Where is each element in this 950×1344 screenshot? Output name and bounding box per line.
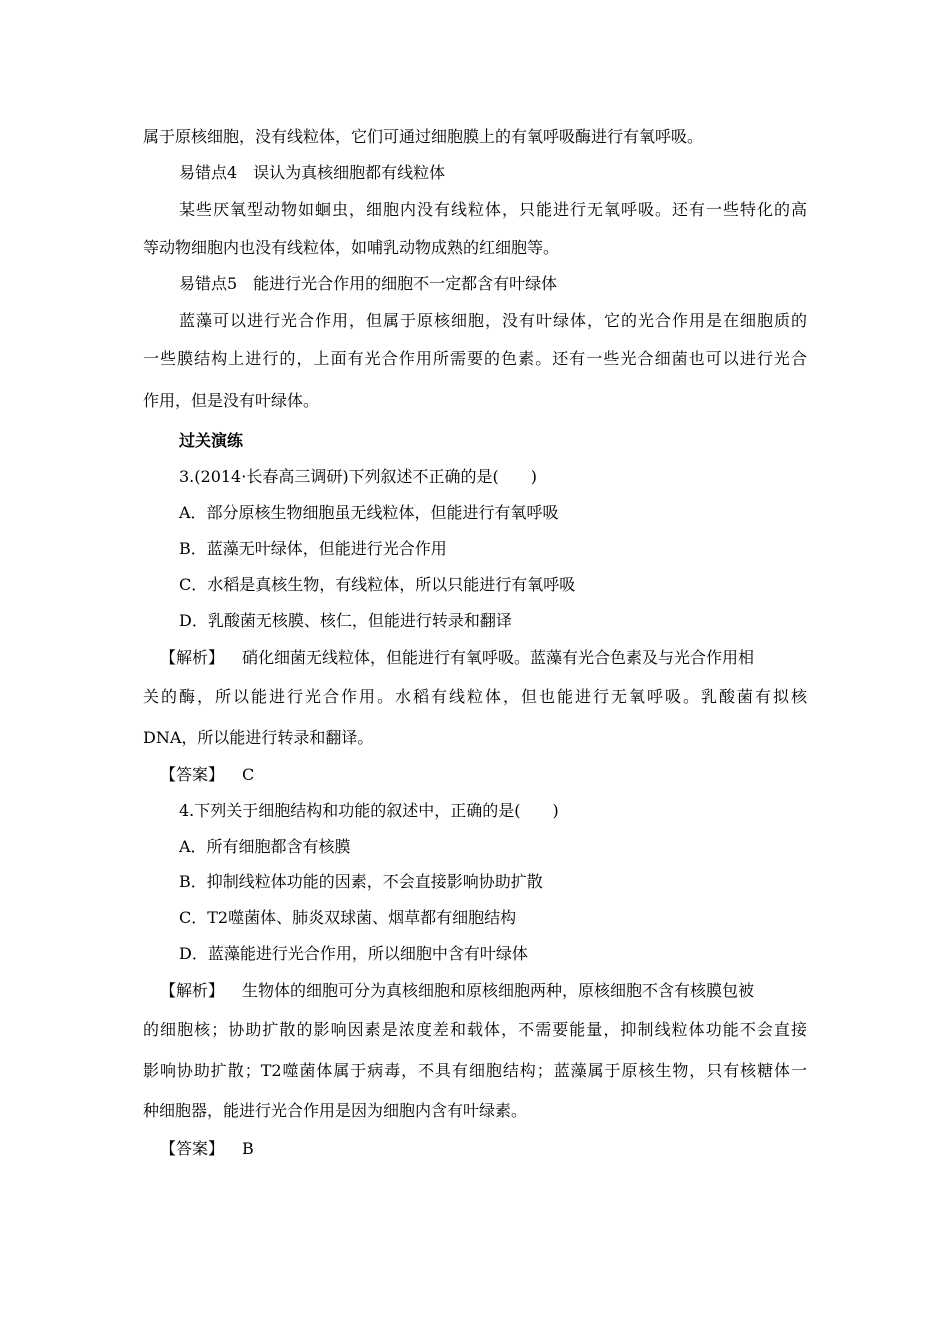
question-4-analysis-line: 影响协助扩散；T2噬菌体属于病毒，不具有细胞结构；蓝藻属于原核生物，只有核糖体一 (143, 1061, 807, 1080)
analysis-tag: 【解析】 (160, 981, 225, 1000)
question-3-analysis-line (160, 647, 807, 669)
question-3-stem: 3.(2014·长春高三调研)下列叙述不正确的是( ) (179, 467, 538, 486)
error-point-4-title: 易错点4 误认为真核细胞都有线粒体 (179, 163, 446, 182)
question-4-option-b: B．抑制线粒体功能的因素，不会直接影响协助扩散 (179, 872, 543, 891)
question-3-option-b: B．蓝藻无叶绿体，但能进行光合作用 (179, 539, 447, 558)
answer-value: B (242, 1139, 254, 1158)
answer-tag: 【答案】 (160, 1139, 225, 1158)
question-4-analysis-line (160, 980, 807, 1002)
answer-tag: 【答案】 (160, 765, 225, 784)
error-point-5-title: 易错点5 能进行光合作用的细胞不一定都含有叶绿体 (179, 274, 558, 293)
question-4-option-d: D．蓝藻能进行光合作用，所以细胞中含有叶绿体 (179, 944, 528, 963)
analysis-text: 生物体的细胞可分为真核细胞和原核细胞两种，原核细胞不含有核膜包被 (242, 981, 755, 1000)
question-4-analysis-line: 的细胞核；协助扩散的影响因素是浓度差和载体，不需要能量，抑制线粒体功能不会直接 (143, 1020, 807, 1039)
question-3-analysis-line: DNA，所以能进行转录和翻译。 (143, 728, 374, 747)
question-3-analysis-line: 关的酶，所以能进行光合作用。水稻有线粒体，但也能进行无氧呼吸。乳酸菌有拟核 (143, 687, 807, 706)
question-3-option-a: A．部分原核生物细胞虽无线粒体，但能进行有氧呼吸 (179, 503, 559, 522)
question-4-answer (160, 1138, 807, 1160)
paragraph-text: 作用，但是没有叶绿体。 (143, 391, 320, 410)
paragraph-text: 等动物细胞内也没有线粒体，如哺乳动物成熟的红细胞等。 (143, 238, 560, 257)
answer-value: C (242, 765, 255, 784)
question-4-option-c: C．T2噬菌体、肺炎双球菌、烟草都有细胞结构 (179, 908, 517, 927)
paragraph-text: 某些厌氧型动物如蛔虫，细胞内没有线粒体，只能进行无氧呼吸。还有一些特化的高 (179, 200, 807, 219)
question-3-answer (160, 764, 807, 786)
paragraph-text: 属于原核细胞，没有线粒体，它们可通过细胞膜上的有氧呼吸酶进行有氧呼吸。 (143, 127, 704, 146)
question-4-stem: 4.下列关于细胞结构和功能的叙述中，正确的是( ) (179, 801, 559, 820)
section-heading: 过关演练 (179, 431, 244, 450)
paragraph-text: 一些膜结构上进行的，上面有光合作用所需要的色素。还有一些光合细菌也可以进行光合 (143, 349, 807, 368)
analysis-tag: 【解析】 (160, 648, 225, 667)
question-3-option-d: D．乳酸菌无核膜、核仁，但能进行转录和翻译 (179, 611, 512, 630)
question-3-option-c: C．水稻是真核生物，有线粒体，所以只能进行有氧呼吸 (179, 575, 576, 594)
question-4-analysis-line: 种细胞器，能进行光合作用是因为细胞内含有叶绿素。 (143, 1101, 528, 1120)
analysis-text: 硝化细菌无线粒体，但能进行有氧呼吸。蓝藻有光合色素及与光合作用相 (242, 648, 755, 667)
question-4-option-a: A．所有细胞都含有核膜 (179, 837, 351, 856)
paragraph-text: 蓝藻可以进行光合作用，但属于原核细胞，没有叶绿体，它的光合作用是在细胞质的 (179, 311, 807, 330)
